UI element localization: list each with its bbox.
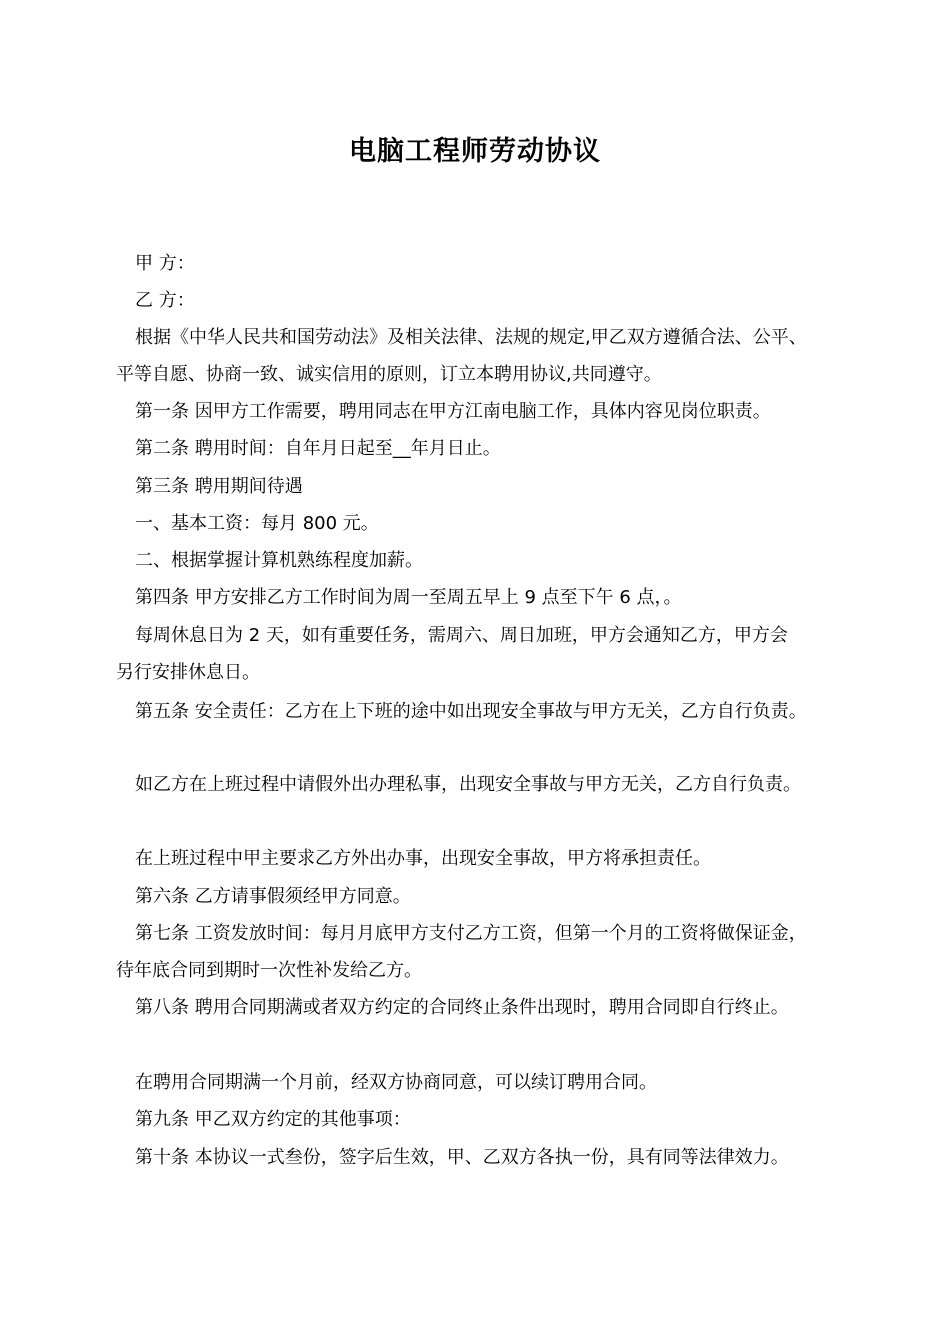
article-10: 第十条 本协议一式叁份，签字后生效，甲、乙双方各执一份，具有同等法律效力。 (135, 1147, 789, 1168)
article-8: 第八条 聘用合同期满或者双方约定的合同终止条件出现时，聘用合同即自行终止。 (135, 997, 789, 1018)
article-6: 第六条 乙方请事假须经甲方同意。 (135, 886, 411, 907)
article-9: 第九条 甲乙双方约定的其他事项： (135, 1109, 411, 1130)
article-3-item-1: 一、基本工资：每月 800 元。 (135, 513, 379, 534)
article-2: 第二条 聘用时间：自年月日起至__年月日止。 (135, 438, 501, 459)
article-4-rest-line-2: 另行安排休息日。 (116, 662, 260, 683)
party-a-line: 甲 方： (135, 253, 195, 274)
article-7-line-2: 待年底合同到期时一次性补发给乙方。 (116, 960, 422, 981)
party-b-line: 乙 方： (135, 290, 195, 311)
article-3: 第三条 聘用期间待遇 (135, 476, 303, 497)
document-title: 电脑工程师劳动协议 (349, 136, 601, 167)
preamble-line-1: 根据《中华人民共和国劳动法》及相关法律、法规的规定,甲乙双方遵循合法、公平、 (135, 327, 807, 348)
article-1: 第一条 因甲方工作需要，聘用同志在甲方江南电脑工作，具体内容见岗位职责。 (135, 401, 771, 422)
preamble-line-2: 平等自愿、协商一致、诚实信用的原则，订立本聘用协议,共同遵守。 (116, 364, 662, 385)
article-4-rest-line-1: 每周休息日为 2 天，如有重要任务，需周六、周日加班，甲方会通知乙方，甲方会 (135, 625, 788, 646)
article-5-clause-3: 在上班过程中甲主要求乙方外出办事，出现安全事故，甲方将承担责任。 (135, 848, 711, 869)
article-3-item-2: 二、根据掌握计算机熟练程度加薪。 (135, 550, 423, 571)
article-7-line-1: 第七条 工资发放时间：每月月底甲方支付乙方工资，但第一个月的工资将做保证金， (135, 923, 807, 944)
article-8-clause-2: 在聘用合同期满一个月前，经双方协商同意，可以续订聘用合同。 (135, 1072, 657, 1093)
article-5-clause-2: 如乙方在上班过程中请假外出办理私事，出现安全事故与甲方无关，乙方自行负责。 (135, 774, 801, 795)
article-4: 第四条 甲方安排乙方工作时间为周一至周五早上 9 点至下午 6 点，。 (135, 587, 682, 608)
article-5: 第五条 安全责任：乙方在上下班的途中如出现安全事故与甲方无关，乙方自行负责。 (135, 701, 807, 722)
